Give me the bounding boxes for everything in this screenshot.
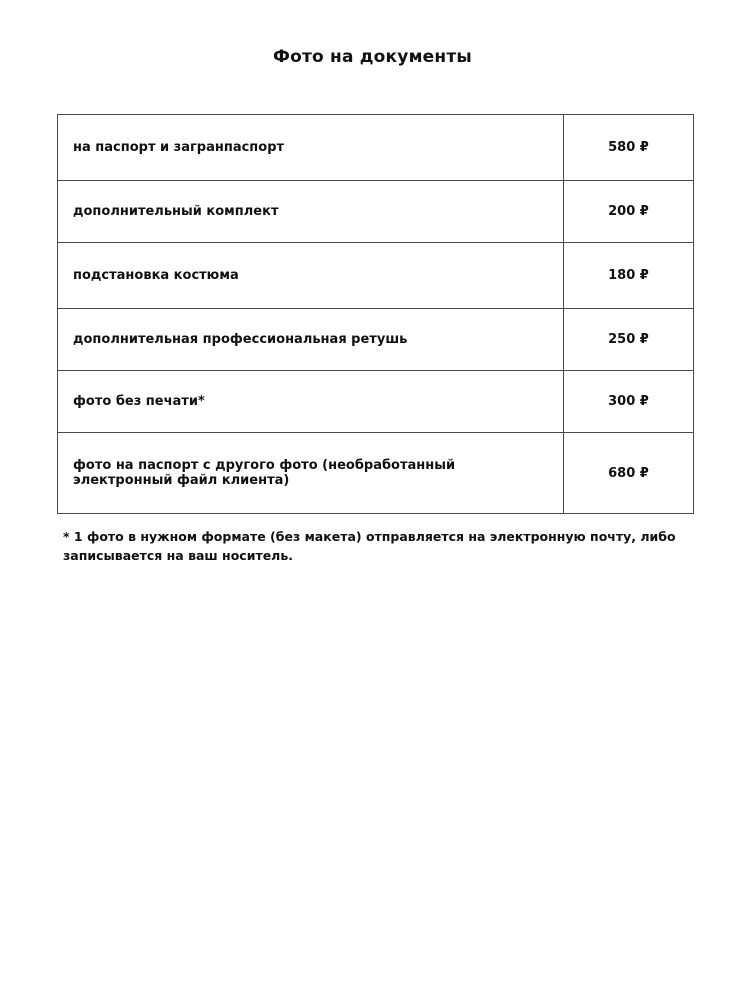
table-row [58,433,694,514]
service-price: 580 ₽ [564,115,694,181]
service-name: подстановка костюма [58,243,564,309]
table-row [58,243,694,309]
service-price: 250 ₽ [564,309,694,371]
service-name: дополнительный комплект [58,181,564,243]
service-price: 180 ₽ [564,243,694,309]
price-table [57,114,694,514]
table-row [58,309,694,371]
service-name: фото на паспорт с другого фото (необработанный электронный файл клиента) [58,433,564,514]
service-price: 300 ₽ [564,371,694,433]
service-price: 200 ₽ [564,181,694,243]
service-price: 680 ₽ [564,433,694,514]
footnote: * 1 фото в нужном формате (без макета) отправляется на электронную почту, либо записывается на ваш носитель. [63,529,676,563]
table-row [58,371,694,433]
table-row [58,115,694,181]
page-title: Фото на документы [273,47,472,67]
service-name: на паспорт и загранпаспорт [58,115,564,181]
service-name: фото без печати* [58,371,564,433]
table-row [58,181,694,243]
service-name: дополнительная профессиональная ретушь [58,309,564,371]
